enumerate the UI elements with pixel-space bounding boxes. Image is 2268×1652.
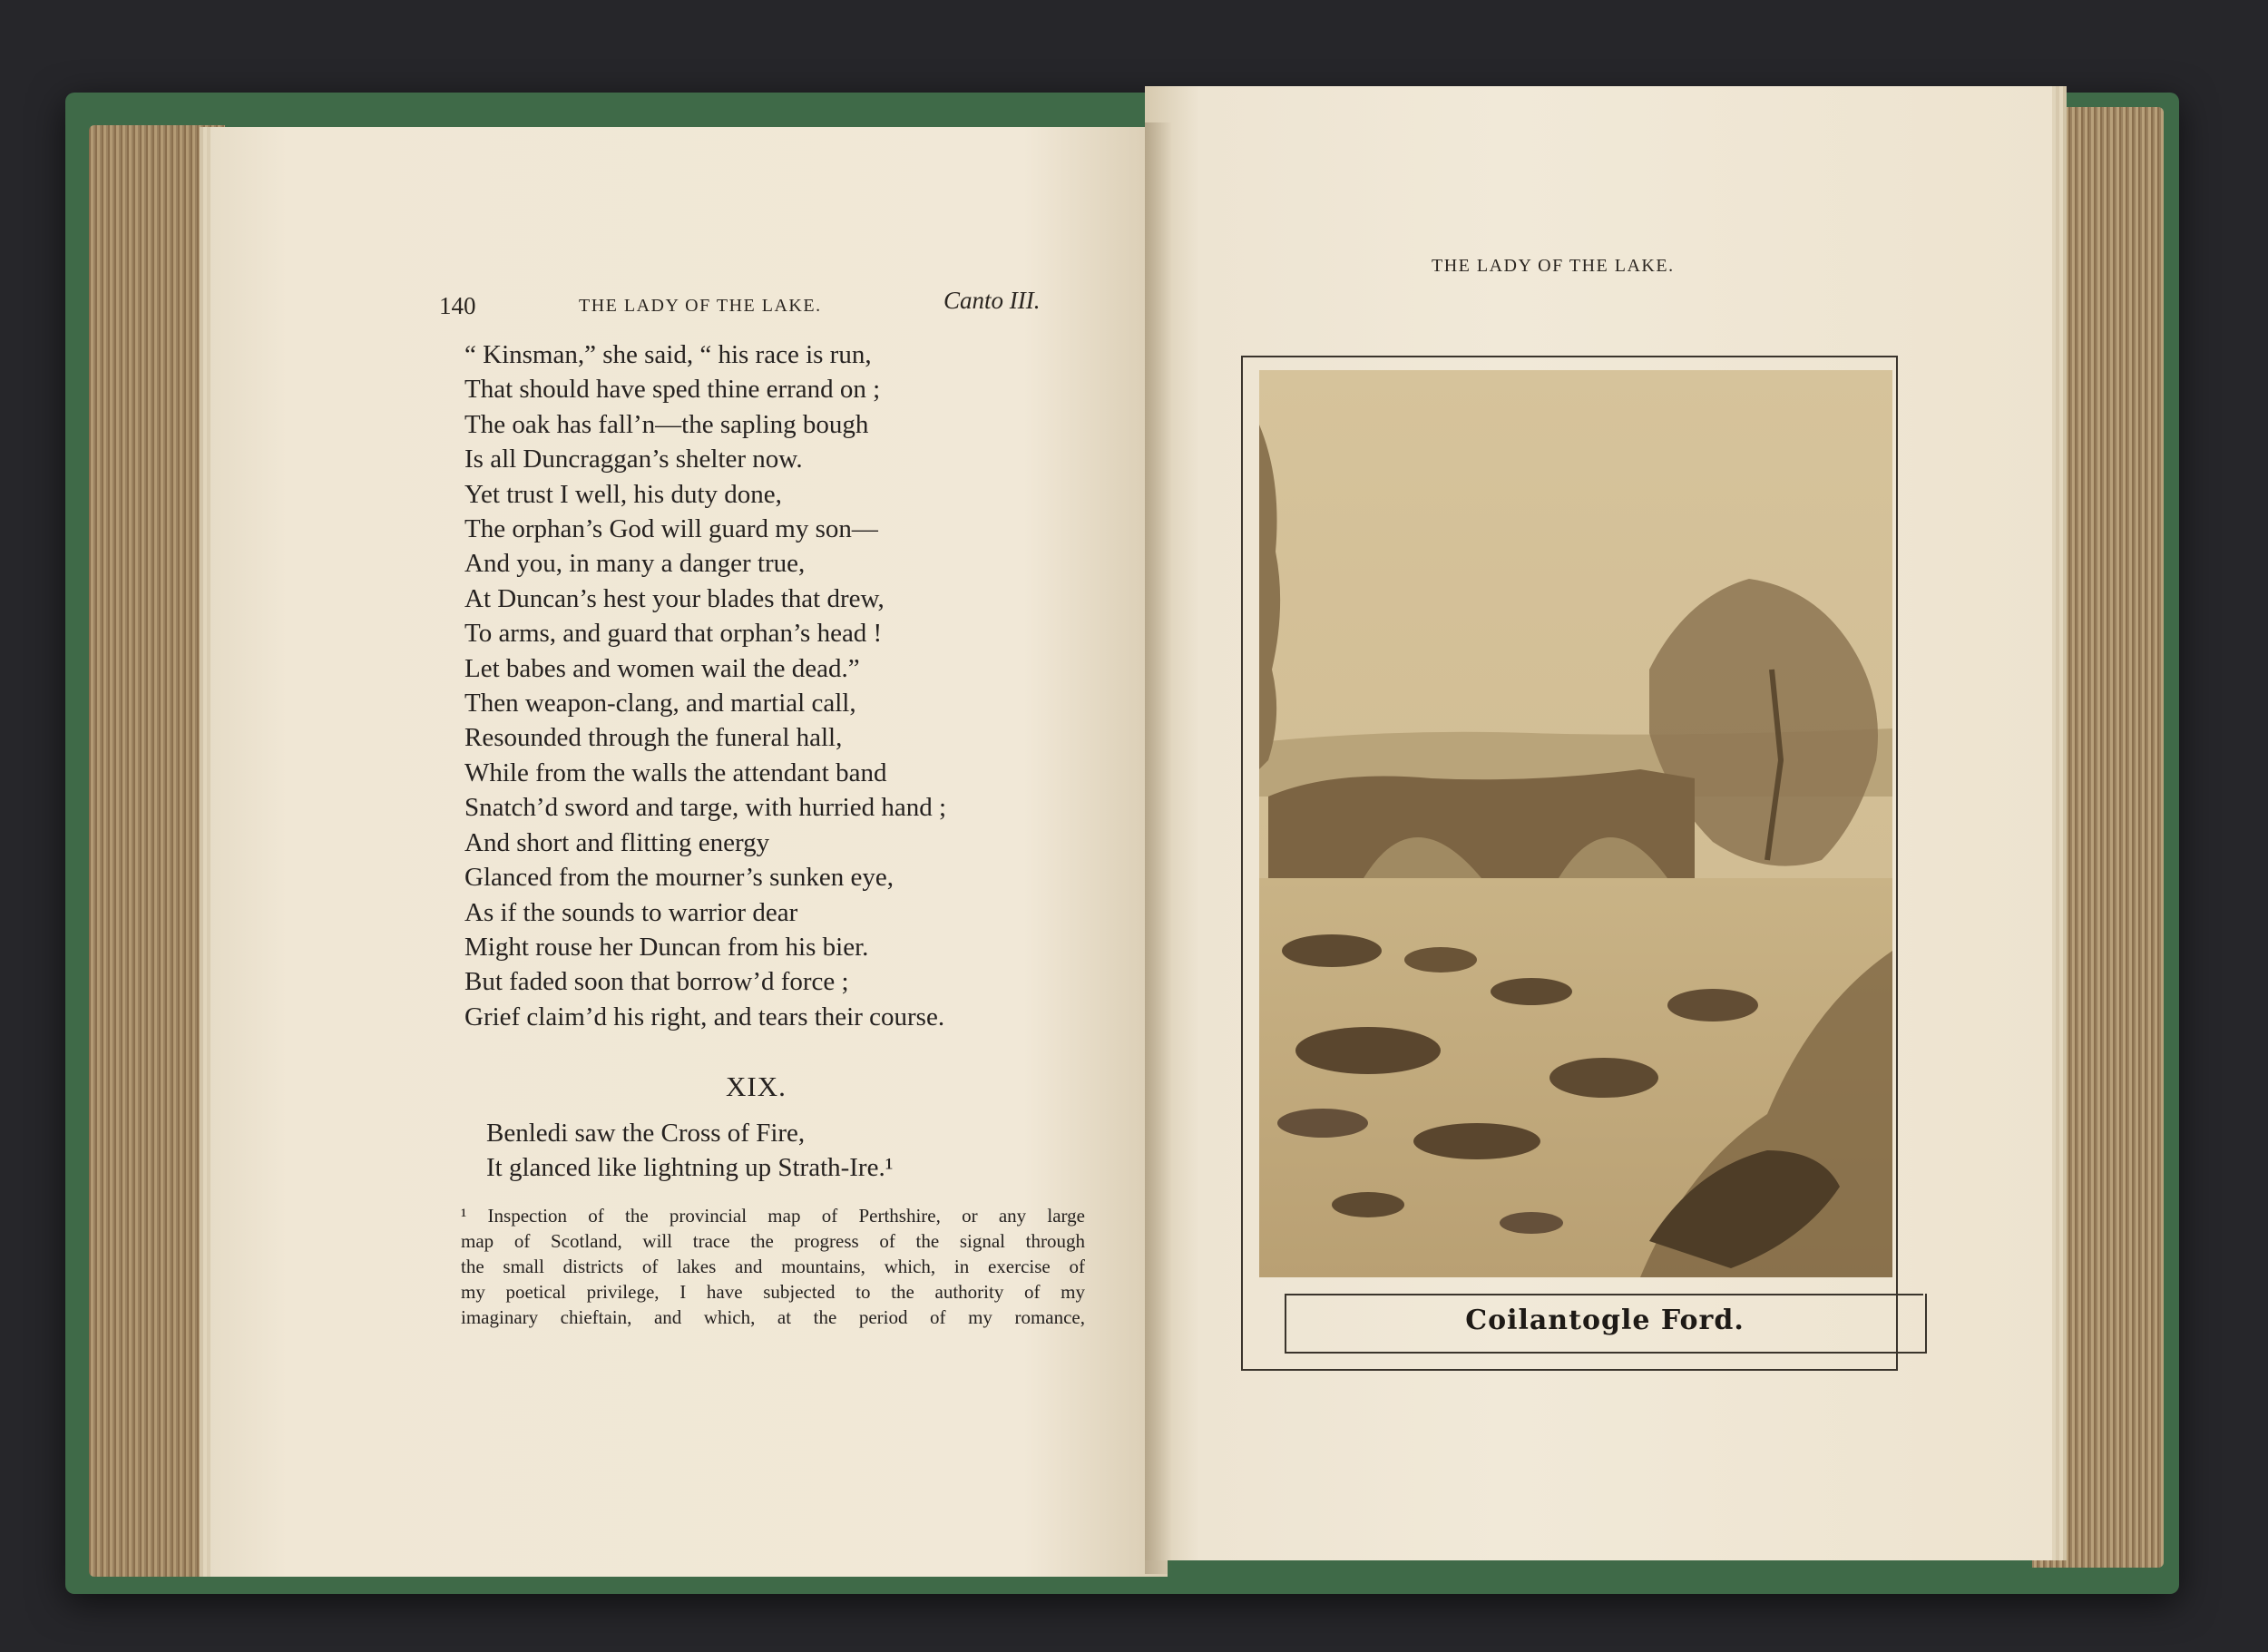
verse-line: The orphan’s God will guard my son— <box>464 514 878 544</box>
verse-line: That should have sped thine errand on ; <box>464 375 881 405</box>
canto-label: Canto III. <box>943 287 1041 314</box>
verse-line: Benledi saw the Cross of Fire, <box>486 1119 806 1148</box>
footnote-line: my poetical privilege, I have subjected to the authority of my <box>461 1281 1085 1303</box>
left-running-head: THE LADY OF THE LAKE. <box>579 296 822 316</box>
verse-line: Might rouse her Duncan from his bier. <box>464 932 869 962</box>
right-running-head: THE LADY OF THE LAKE. <box>1432 256 1675 276</box>
verse-line: While from the walls the attendant band <box>464 758 887 787</box>
footnote-line: map of Scotland, will trace the progress of the signal through <box>461 1230 1085 1252</box>
verse-line: Glanced from the mourner’s sunken eye, <box>464 863 894 893</box>
footnote-line: imaginary chieftain, and which, at the period of my romance, <box>461 1306 1085 1328</box>
verse-line: To arms, and guard that orphan’s head ! <box>464 619 883 649</box>
verse-line: Grief claim’d his right, and tears their course. <box>464 1002 945 1031</box>
verse-line: Is all Duncraggan’s shelter now. <box>464 445 803 474</box>
verse-line: “ Kinsman,” she said, “ his race is run, <box>464 340 872 369</box>
plate-photograph <box>1259 370 1892 1277</box>
verse-line: Yet trust I well, his duty done, <box>464 479 782 509</box>
bridge-river-photo-image <box>1259 370 1892 1277</box>
verse-block <box>464 337 1100 1034</box>
page-number: 140 <box>439 292 476 319</box>
footnote <box>461 1203 1085 1330</box>
verse-line: Then weapon-clang, and martial call, <box>464 689 856 718</box>
footnote-line: the small districts of lakes and mountains, which, in exercise of <box>461 1256 1085 1277</box>
verse-line: And short and flitting energy <box>464 827 770 857</box>
section-numeral: XIX. <box>726 1070 787 1102</box>
verse-line: Snatch’d sword and targe, with hurried hand ; <box>464 793 947 823</box>
plate-caption: Coilantogle Ford. <box>1465 1305 1745 1336</box>
verse-line: At Duncan’s hest your blades that drew, <box>464 583 885 613</box>
page-edges-left <box>89 125 225 1577</box>
verse-line: It glanced like lightning up Strath-Ire.¹ <box>486 1153 894 1182</box>
verse-line: Let babes and women wail the dead.” <box>464 653 860 683</box>
footnote-line: ¹ Inspection of the provincial map of Perthshire, or any large <box>461 1205 1085 1227</box>
verse-line: But faded soon that borrow’d force ; <box>464 967 849 997</box>
verse-line: And you, in many a danger true, <box>464 549 806 579</box>
book-gutter <box>1145 122 1172 1574</box>
verse-line: Resounded through the funeral hall, <box>464 723 843 753</box>
verse-block-2 <box>486 1116 1085 1185</box>
verse-line: As if the sounds to warrior dear <box>464 897 798 927</box>
verse-line: The oak has fall’n—the sapling bough <box>464 409 869 439</box>
